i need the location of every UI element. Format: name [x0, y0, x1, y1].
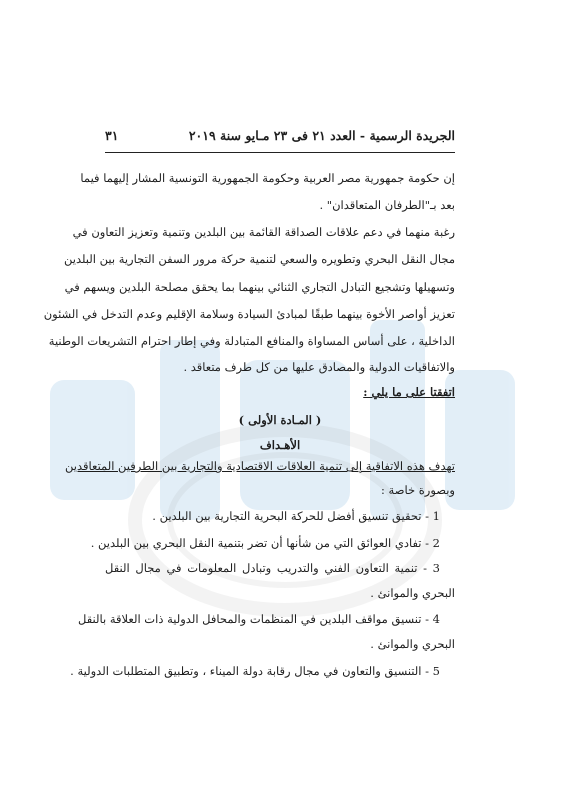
- list-item: 1 - تحقيق تنسيق أفضل للحركة البحرية التجارية بين البلدين .: [152, 509, 440, 523]
- list-item: 5 - التنسيق والتعاون في مجال رقابة دولة الميناء ، وتطبيق المتطلبات الدولية .: [70, 664, 440, 678]
- paragraph-line: إن حكومة جمهورية مصر العربية وحكومة الجمهورية التونسية المشار إليهما فيما: [80, 171, 455, 185]
- paragraph-line: والاتفاقيات الدولية والمصادق عليها من كل طرف متعاقد .: [183, 360, 455, 374]
- paragraph-line: وبصورة خاصة :: [381, 483, 455, 497]
- gazette-title: الجريدة الرسمية - العدد ٢١ فى ٢٣ مـايو سنة ٢٠١٩: [188, 127, 455, 143]
- section-title: الأهـداف: [259, 438, 301, 452]
- list-item: 3 - تنمية التعاون الفني والتدريب وتبادل المعلومات في مجال النقل: [105, 561, 440, 575]
- paragraph-line: تعزيز أواصر الأخوة بينهما طبقًا لمبادئ السيادة وسلامة الإقليم وعدم التدخل في الشئون: [43, 307, 455, 321]
- paragraph-line: بعد بـ"الطرفان المتعاقدان" .: [319, 198, 455, 212]
- paragraph-line: وتسهيلها وتشجيع التبادل التجاري الثنائي بينهما بما يحقق مصلحة البلدين ويسهم في: [64, 280, 455, 294]
- list-item: البحري والموانئ .: [370, 637, 455, 651]
- paragraph-line: رغبة منهما في دعم علاقات الصداقة القائمة بين البلدين وتنمية وتعزيز التعاون في: [72, 225, 455, 239]
- paragraph-line: مجال النقل البحري وتطويره والسعي لتنمية حركة مرور السفن التجارية بين البلدين: [63, 252, 455, 266]
- paragraph-line: الداخلية ، على أساس المساواة والمنافع المتبادلة وفي إطار احترام التشريعات الوطنية: [48, 334, 455, 348]
- page-header: [105, 123, 455, 147]
- agreed-heading: اتفقتا على ما يلي :: [363, 385, 455, 399]
- list-item: 4 - تنسيق مواقف البلدين في المنظمات والمحافل الدولية ذات العلاقة بالنقل: [78, 612, 440, 626]
- list-item: 2 - تفادي العوائق التي من شأنها أن تضر بتنمية النقل البحري بين البلدين .: [90, 536, 440, 550]
- article-title: ( المـادة الأولى ): [238, 413, 322, 427]
- paragraph-line: تهدف هذه الاتفاقية إلى تنمية العلاقات الاقتصادية والتجارية بين الطرفين المتعاقدين: [65, 459, 455, 473]
- page-number: ٣١: [105, 127, 119, 143]
- list-item: البحري والموانئ .: [370, 586, 455, 600]
- header-divider: [105, 152, 455, 153]
